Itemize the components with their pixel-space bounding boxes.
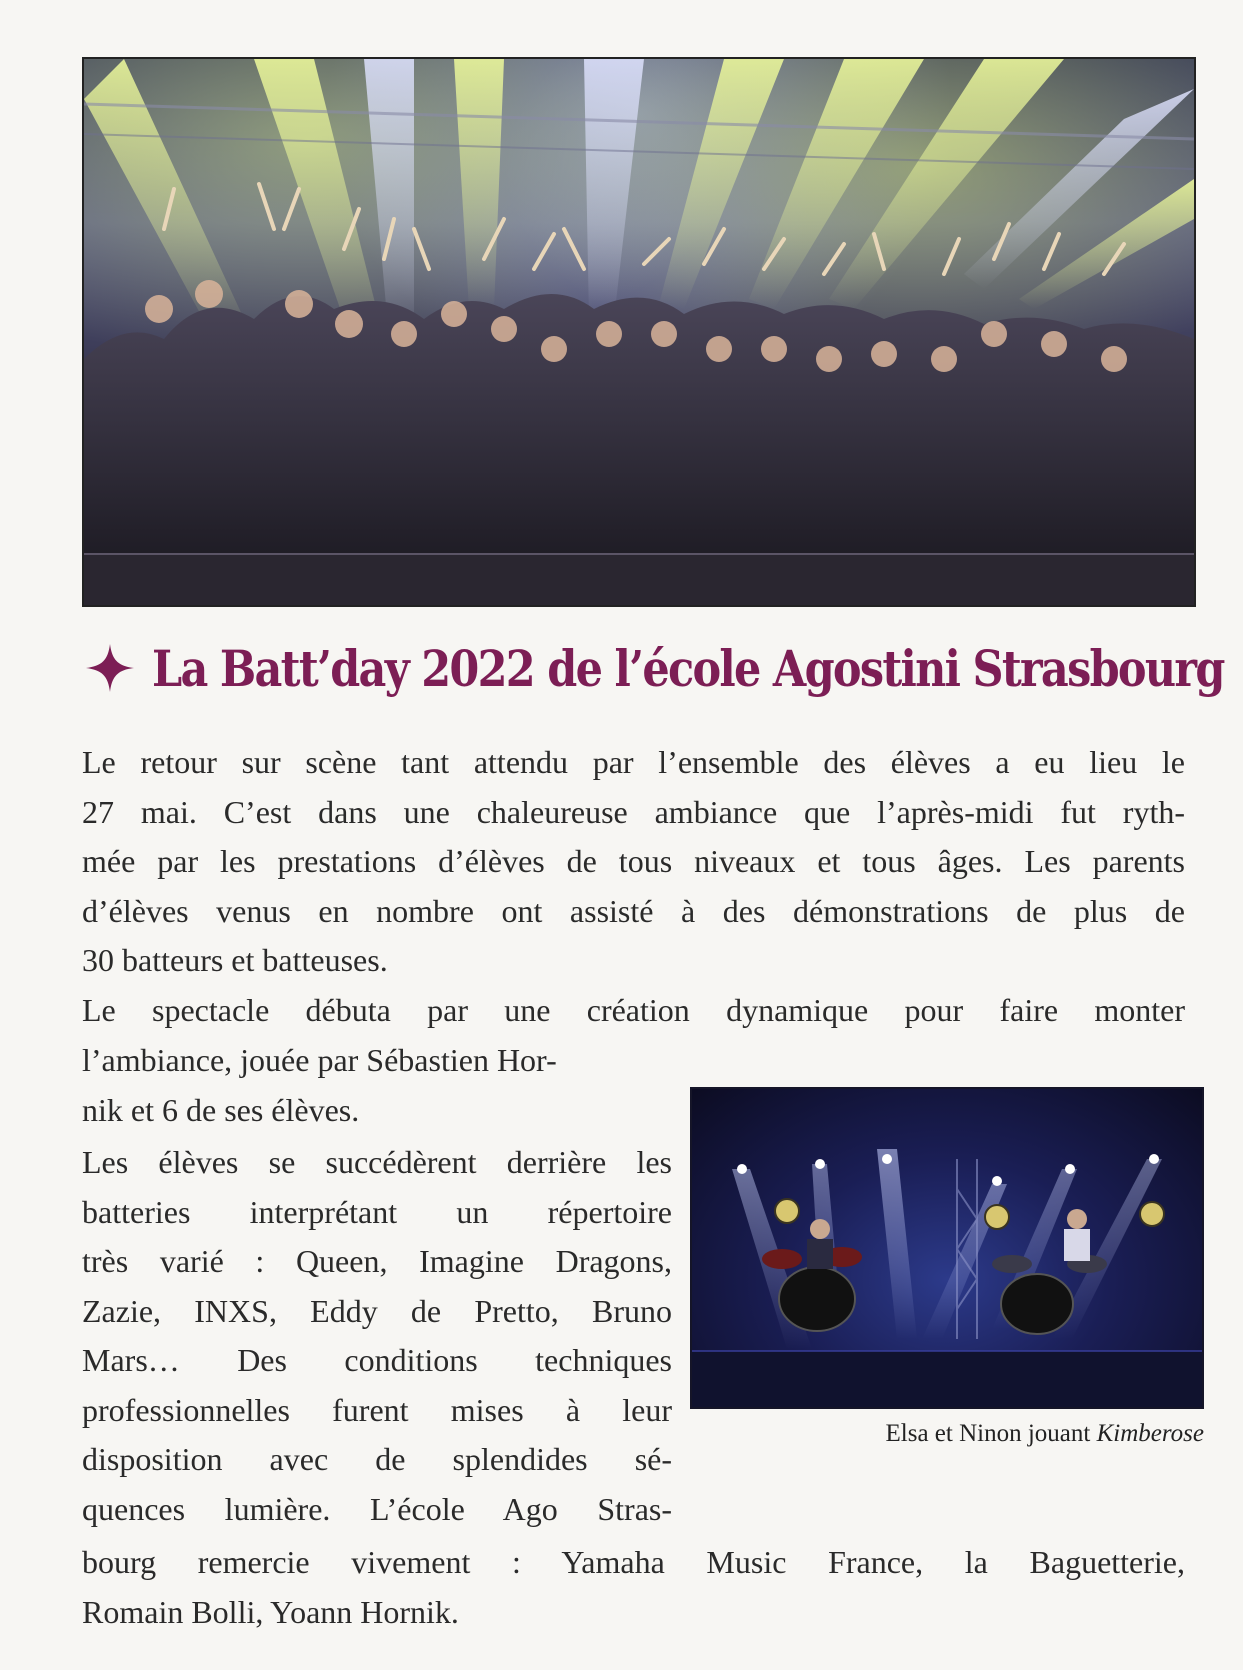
text-line: quences lumière. L’école Ago Stras-	[82, 1490, 672, 1527]
four-point-star-icon	[82, 640, 138, 696]
article-headline	[82, 618, 1224, 718]
text-line: Romain Bolli, Yoann Hornik.	[82, 1593, 459, 1630]
text-line: Mars… Des conditions techniques	[82, 1342, 672, 1378]
text-line: 30 batteurs et batteuses.	[82, 942, 388, 978]
group-photo-illustration	[84, 59, 1194, 605]
paragraph-2-first-line	[82, 986, 1185, 1036]
text-line: Le spectacle débuta par une création dynamique pour faire monter	[82, 992, 1185, 1028]
photo-caption	[690, 1420, 1204, 1448]
caption-song-title: Kimberose	[1096, 1420, 1204, 1447]
text-line: Zazie, INXS, Eddy de Pretto, Bruno	[82, 1292, 672, 1329]
text-line: batteries interprétant un répertoire	[82, 1193, 672, 1230]
text-line: Les élèves se succédèrent derrière les	[82, 1144, 672, 1180]
group-photo	[82, 57, 1196, 607]
text-line: l’ambiance, jouée par Sébastien Hor-	[82, 1042, 557, 1078]
text-line: d’élèves venus en nombre ont assisté à des démonstrations de plus de	[82, 892, 1185, 929]
paragraph-1	[82, 738, 1185, 986]
text-line: mée par les prestations d’élèves de tous niveaux et tous âges. Les parents	[82, 843, 1185, 879]
paragraph-3	[82, 1138, 672, 1534]
text-line: Le retour sur scène tant attendu par l’ensemble des élèves a eu lieu le	[82, 744, 1185, 780]
text-line: disposition avec de splendides sé-	[82, 1441, 672, 1477]
text-line: très varié : Queen, Imagine Dragons,	[82, 1243, 672, 1279]
text-line: professionnelles furent mises à leur	[82, 1391, 672, 1428]
paragraph-2-rest	[82, 1036, 672, 1135]
drummers-photo-illustration	[692, 1089, 1202, 1407]
article-title: La Batt’day 2022 de l’école Agostini Strasbourg	[152, 638, 1224, 698]
caption-text: Elsa et Ninon jouant	[885, 1420, 1097, 1447]
text-line: 27 mai. C’est dans une chaleureuse ambiance que l’après-midi fut ryth-	[82, 793, 1185, 830]
drummers-photo	[690, 1087, 1204, 1409]
text-line: nik et 6 de ses élèves.	[82, 1091, 360, 1128]
text-line: bourg remercie vivement : Yamaha Music France, la Baguetterie,	[82, 1544, 1185, 1580]
paragraph-3-ending	[82, 1538, 1185, 1637]
